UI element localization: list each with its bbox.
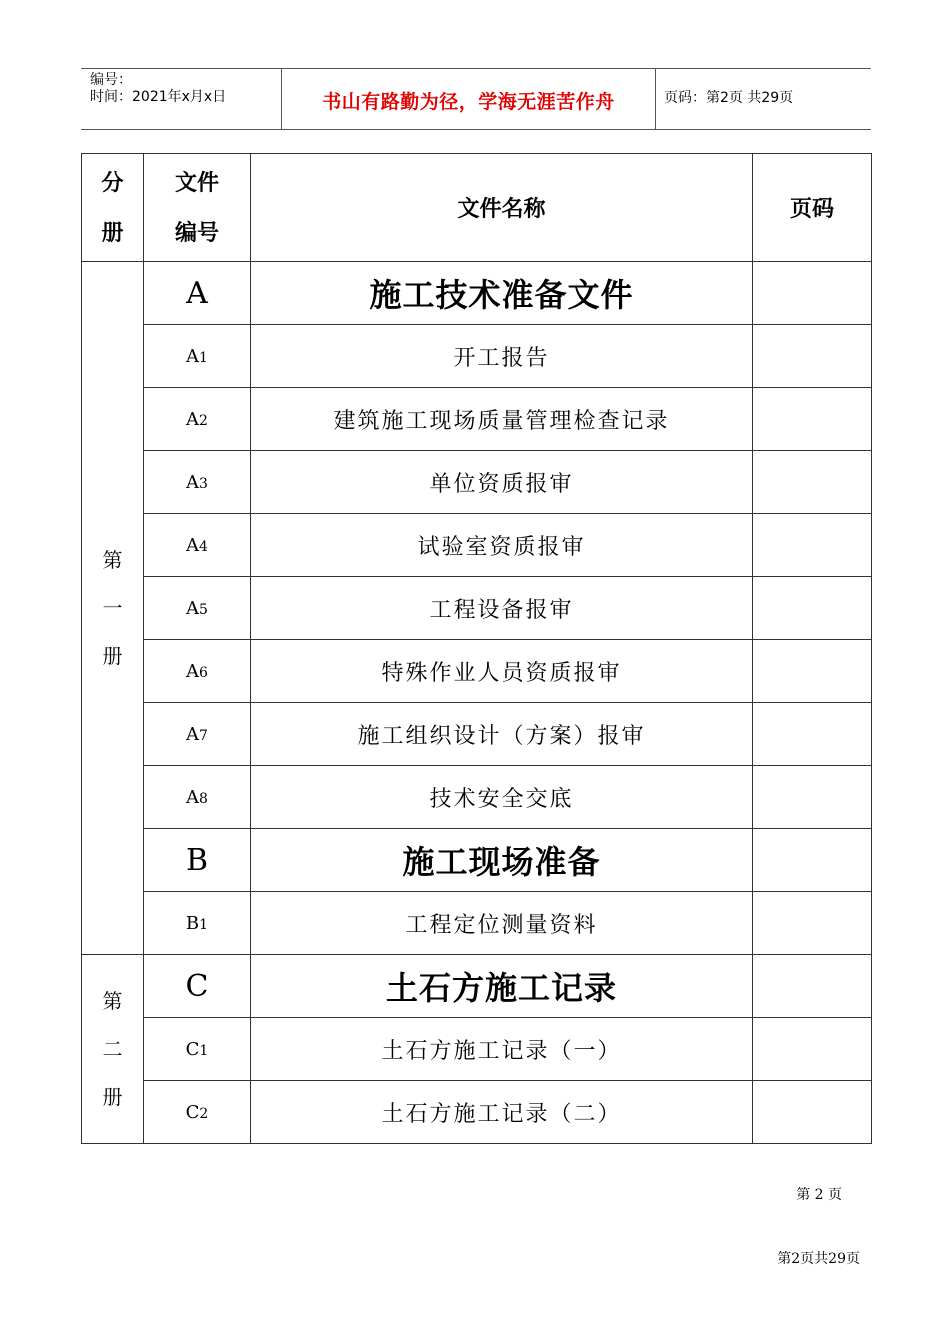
- col-header-page: 页码: [753, 154, 872, 262]
- page-cell: [753, 577, 872, 640]
- page-cell: [753, 955, 872, 1018]
- page-cell: [753, 1081, 872, 1144]
- page-cell: [753, 325, 872, 388]
- file-code: C: [144, 955, 251, 1018]
- section-title: 施工现场准备: [251, 829, 753, 892]
- table-row: [82, 388, 872, 451]
- header-motto-cell: [281, 69, 656, 129]
- file-code: A4: [144, 514, 251, 577]
- page-cell: [753, 262, 872, 325]
- file-code: A: [144, 262, 251, 325]
- file-code: A6: [144, 640, 251, 703]
- page-cell: [753, 1018, 872, 1081]
- table-row: [82, 829, 872, 892]
- page-header: [81, 68, 871, 130]
- file-name: 开工报告: [251, 325, 753, 388]
- table-header-row: [82, 154, 872, 262]
- volume-cell-1: 第 一 册: [82, 262, 144, 955]
- page-cell: [753, 766, 872, 829]
- file-name: 技术安全交底: [251, 766, 753, 829]
- file-name: 特殊作业人员资质报审: [251, 640, 753, 703]
- table-row: [82, 451, 872, 514]
- table-row: [82, 766, 872, 829]
- file-code: A3: [144, 451, 251, 514]
- table-row: [82, 703, 872, 766]
- table-row: [82, 325, 872, 388]
- table-row: [82, 262, 872, 325]
- page-cell: [753, 514, 872, 577]
- header-page-label: 页码：第2页 共29页: [664, 90, 794, 106]
- col-header-code: 文件 编号: [144, 154, 251, 262]
- table-row: [82, 1081, 872, 1144]
- col-header-name: 文件名称: [251, 154, 753, 262]
- file-code: A7: [144, 703, 251, 766]
- file-name: 施工组织设计（方案）报审: [251, 703, 753, 766]
- table-row: [82, 1018, 872, 1081]
- page-cell: [753, 703, 872, 766]
- file-name: 工程设备报审: [251, 577, 753, 640]
- page-cell: [753, 640, 872, 703]
- section-title: 土石方施工记录: [251, 955, 753, 1018]
- section-title: 施工技术准备文件: [251, 262, 753, 325]
- file-code: A5: [144, 577, 251, 640]
- volume-cell-2: 第 二 册: [82, 955, 144, 1144]
- file-name: 试验室资质报审: [251, 514, 753, 577]
- page-number-small: 第 2 页: [796, 1187, 842, 1203]
- file-name: 建筑施工现场质量管理检查记录: [251, 388, 753, 451]
- table-row: [82, 955, 872, 1018]
- motto-text: 书山有路勤为径，学海无涯苦作舟: [322, 91, 615, 113]
- header-meta: [81, 69, 281, 129]
- document-index-table: [81, 153, 872, 1144]
- file-code: B: [144, 829, 251, 892]
- file-code: A2: [144, 388, 251, 451]
- page-cell: [753, 388, 872, 451]
- table-row: [82, 892, 872, 955]
- page-cell: [753, 892, 872, 955]
- page-number-total: 第2页共29页: [777, 1251, 860, 1267]
- file-name: 单位资质报审: [251, 451, 753, 514]
- col-header-volume: 分 册: [82, 154, 144, 262]
- table-row: [82, 514, 872, 577]
- table-row: [82, 640, 872, 703]
- table-row: [82, 577, 872, 640]
- file-code: A8: [144, 766, 251, 829]
- time-label: 时间：2021年x月x日: [90, 89, 227, 105]
- page-cell: [753, 451, 872, 514]
- file-code: A1: [144, 325, 251, 388]
- file-name: 土石方施工记录（二）: [251, 1081, 753, 1144]
- file-code: C1: [144, 1018, 251, 1081]
- number-label: 编号：: [90, 72, 132, 88]
- header-page-cell: [655, 69, 871, 129]
- file-code: B1: [144, 892, 251, 955]
- file-code: C2: [144, 1081, 251, 1144]
- file-name: 工程定位测量资料: [251, 892, 753, 955]
- file-name: 土石方施工记录（一）: [251, 1018, 753, 1081]
- page-cell: [753, 829, 872, 892]
